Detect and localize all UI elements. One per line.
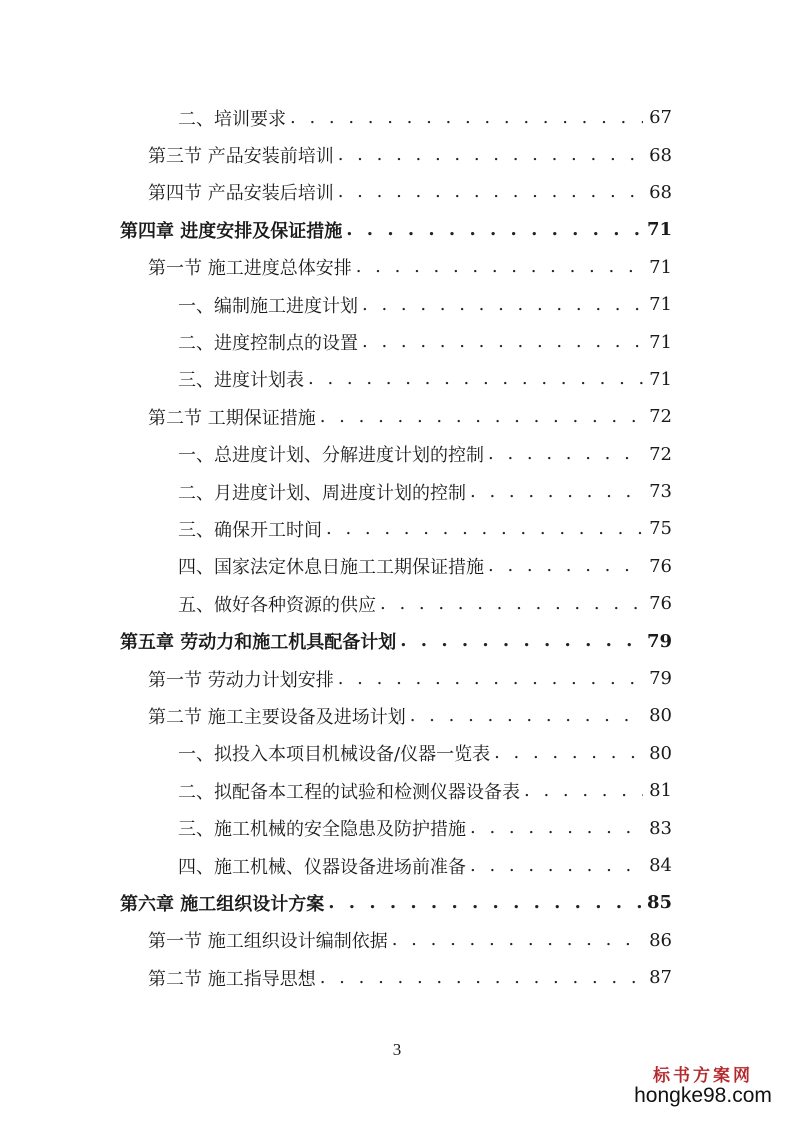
toc-dot-leader xyxy=(470,481,643,503)
toc-entry-page: 75 xyxy=(649,518,672,540)
toc-entry-page: 80 xyxy=(649,742,672,764)
toc-entry-page: 80 xyxy=(649,705,672,727)
toc-dot-leader xyxy=(488,555,643,577)
toc-entry-item xyxy=(0,99,794,136)
toc-entry-page: 71 xyxy=(646,219,672,241)
toc-entry-page: 76 xyxy=(649,593,672,615)
toc-dot-leader xyxy=(470,855,643,877)
watermark-url: hongke98.com xyxy=(634,1084,772,1107)
toc-dot-leader xyxy=(338,144,643,166)
toc-dot-leader xyxy=(524,780,643,802)
toc-entry-page: 68 xyxy=(649,144,672,166)
toc-dot-leader xyxy=(392,929,643,951)
toc-entry-page: 81 xyxy=(649,780,672,802)
toc-entry-title: 第二节 施工主要设备及进场计划 xyxy=(148,706,406,728)
watermark-title: 标书方案网 xyxy=(653,1066,753,1086)
toc-entry-page: 71 xyxy=(649,256,672,278)
toc-dot-leader xyxy=(346,219,641,241)
toc-entry-page: 67 xyxy=(649,107,672,129)
toc-entry-page: 72 xyxy=(649,406,672,428)
table-of-contents xyxy=(0,99,794,996)
toc-entry-page: 84 xyxy=(649,855,672,876)
toc-entry-title: 第六章 施工组织设计方案 xyxy=(120,893,325,915)
toc-entry-title: 二、培训要求 xyxy=(178,108,286,130)
toc-entry-page: 87 xyxy=(649,967,672,989)
toc-entry-chapter xyxy=(0,622,794,659)
toc-dot-leader xyxy=(470,817,643,839)
toc-entry-item xyxy=(0,323,794,360)
toc-entry-item xyxy=(0,548,794,585)
toc-dot-leader xyxy=(488,443,643,465)
toc-entry-page: 86 xyxy=(649,929,672,951)
toc-entry-title: 第四章 进度安排及保证措施 xyxy=(120,220,343,242)
toc-entry-title: 四、施工机械、仪器设备进场前准备 xyxy=(178,856,466,878)
toc-dot-leader xyxy=(290,107,643,129)
toc-dot-leader xyxy=(380,593,643,615)
toc-dot-leader xyxy=(362,294,643,316)
toc-entry-title: 一、拟投入本项目机械设备/仪器一览表 xyxy=(178,744,491,766)
toc-dot-leader xyxy=(338,668,643,690)
toc-dot-leader xyxy=(308,368,643,390)
toc-entry-page: 71 xyxy=(649,331,672,353)
toc-entry-item xyxy=(0,847,794,884)
toc-entry-chapter xyxy=(0,884,794,921)
toc-entry-page: 76 xyxy=(649,555,672,577)
toc-entry-section xyxy=(0,249,794,286)
toc-entry-title: 第二节 工期保证措施 xyxy=(148,407,316,429)
toc-entry-title: 二、进度控制点的设置 xyxy=(178,333,358,355)
toc-entry-title: 第一节 施工组织设计编制依据 xyxy=(148,931,388,953)
toc-entry-title: 三、进度计划表 xyxy=(178,370,304,392)
toc-entry-title: 五、做好各种资源的供应 xyxy=(178,594,376,616)
toc-entry-section xyxy=(0,697,794,734)
toc-dot-leader xyxy=(320,967,643,989)
toc-entry-section xyxy=(0,174,794,211)
toc-entry-title: 第二节 施工指导思想 xyxy=(148,968,316,990)
toc-entry-page: 71 xyxy=(649,294,672,316)
toc-entry-page: 71 xyxy=(649,368,672,390)
toc-entry-title: 第一节 劳动力计划安排 xyxy=(148,669,334,691)
toc-entry-title: 第一节 施工进度总体安排 xyxy=(148,258,352,280)
toc-entry-title: 第五章 劳动力和施工机具配备计划 xyxy=(120,632,397,654)
toc-entry-item xyxy=(0,735,794,772)
toc-entry-title: 三、确保开工时间 xyxy=(178,519,322,541)
watermark-logo xyxy=(628,1061,778,1108)
toc-dot-leader xyxy=(410,705,643,727)
toc-entry-item xyxy=(0,809,794,846)
toc-dot-leader xyxy=(326,518,643,540)
toc-entry-item xyxy=(0,510,794,547)
toc-entry-page: 83 xyxy=(649,817,672,839)
toc-entry-title: 四、国家法定休息日施工工期保证措施 xyxy=(178,557,484,579)
toc-entry-section xyxy=(0,959,794,996)
toc-dot-leader xyxy=(356,256,643,278)
toc-entry-title: 一、总进度计划、分解进度计划的控制 xyxy=(178,445,484,467)
toc-entry-section xyxy=(0,398,794,435)
toc-entry-page: 79 xyxy=(649,668,672,690)
toc-dot-leader xyxy=(328,892,641,914)
toc-dot-leader xyxy=(320,406,643,428)
toc-entry-page: 85 xyxy=(646,892,672,914)
toc-entry-section xyxy=(0,136,794,173)
toc-entry-section xyxy=(0,660,794,697)
toc-entry-chapter xyxy=(0,211,794,248)
toc-entry-page: 79 xyxy=(646,630,672,652)
toc-dot-leader xyxy=(362,331,643,353)
toc-entry-item xyxy=(0,361,794,398)
toc-entry-section xyxy=(0,922,794,959)
toc-dot-leader xyxy=(494,742,643,764)
page-number: 3 xyxy=(392,1040,402,1059)
toc-entry-item xyxy=(0,473,794,510)
toc-entry-title: 二、拟配备本工程的试验和检测仪器设备表 xyxy=(178,781,520,803)
toc-entry-title: 一、编制施工进度计划 xyxy=(178,295,358,317)
toc-entry-item xyxy=(0,772,794,809)
toc-entry-item xyxy=(0,436,794,473)
toc-entry-page: 73 xyxy=(649,481,672,503)
toc-entry-page: 68 xyxy=(649,181,672,203)
toc-dot-leader xyxy=(338,181,643,203)
toc-entry-title: 三、施工机械的安全隐患及防护措施 xyxy=(178,819,466,841)
toc-entry-item xyxy=(0,286,794,323)
toc-entry-page: 72 xyxy=(649,443,672,465)
toc-entry-title: 二、月进度计划、周进度计划的控制 xyxy=(178,482,466,504)
toc-dot-leader xyxy=(400,630,641,652)
toc-entry-title: 第三节 产品安装前培训 xyxy=(148,146,334,168)
toc-entry-title: 第四节 产品安装后培训 xyxy=(148,183,334,205)
toc-entry-item xyxy=(0,585,794,622)
